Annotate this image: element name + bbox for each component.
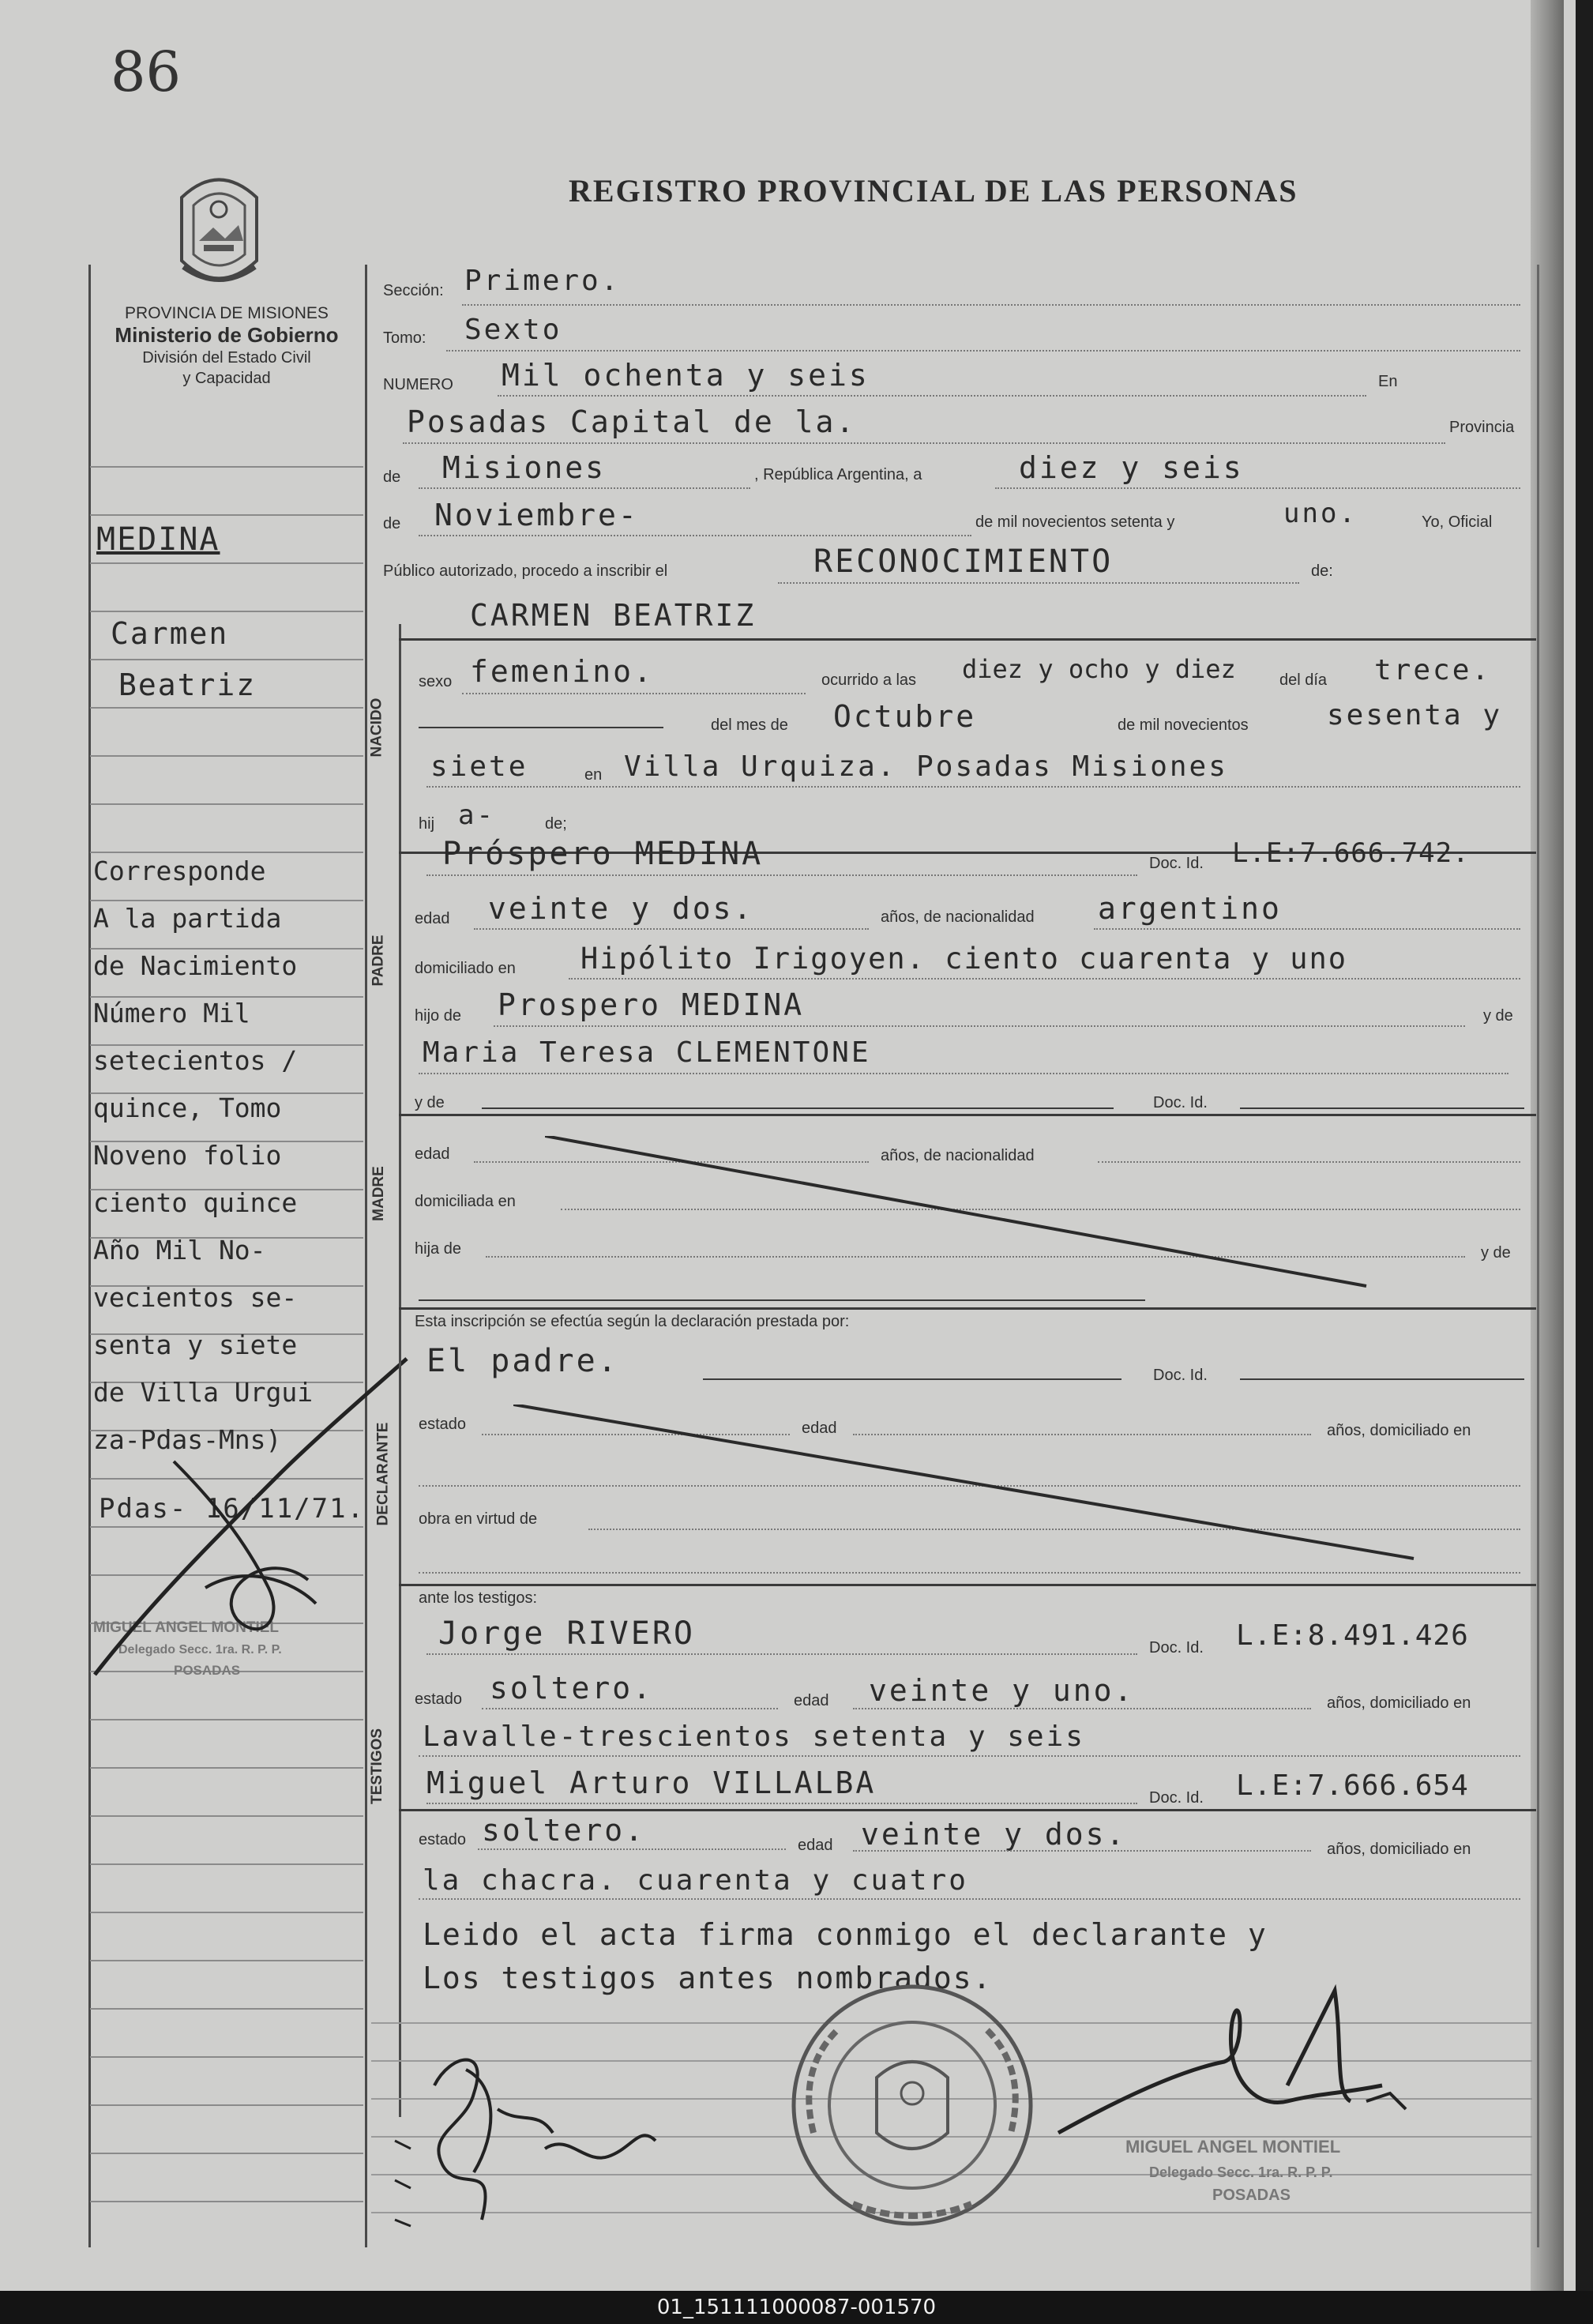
field-testigo2-edad: veinte y dos. [861, 1817, 1127, 1852]
section-divider-declarante [399, 1307, 1536, 1310]
label-testigo2-anos: años, domiciliado en [1327, 1841, 1471, 1858]
label-de-mil-nov: de mil novecientos [1118, 716, 1249, 734]
field-testigo2-doc: L.E:7.666.654 [1236, 1769, 1469, 1802]
label-madre-hija-de: hija de [415, 1240, 461, 1258]
label-testigo1-edad: edad [794, 1692, 829, 1709]
margin-rule-line [90, 611, 363, 612]
section-divider-end [399, 1809, 1536, 1811]
field-numero: Mil ochenta y seis [502, 358, 870, 393]
margin-rule-line [90, 1863, 363, 1865]
margin-note-line: setecientos / [93, 1045, 298, 1076]
section-label-testigos: TESTIGOS [369, 1728, 386, 1805]
line-madre-y-de [482, 1107, 1114, 1109]
declarante-strike-line [513, 1405, 1422, 1562]
margin-note-line: za-Pdas-Mns) [93, 1424, 282, 1455]
field-sexo: femenino. [470, 654, 654, 689]
label-padre-hijo-de: hijo de [415, 1007, 461, 1025]
field-tomo: Sexto [464, 314, 562, 346]
label-ocurrido: ocurrido a las [821, 671, 917, 689]
field-testigo2-dom: la chacra. cuarenta y cuatro [423, 1864, 968, 1897]
line-padre-padre [494, 1025, 1465, 1027]
line-lugar [403, 442, 1445, 444]
margin-note-line: de Nacimiento [93, 950, 298, 981]
field-testigo1-nombre: Jorge RIVERO [438, 1615, 695, 1652]
margin-signature [79, 1343, 411, 1690]
section-divider-madre [399, 1114, 1536, 1116]
line-madre-end [419, 1299, 1145, 1301]
label-ante: ante los testigos: [419, 1589, 538, 1607]
label-del-mes: del mes de [711, 716, 788, 734]
official-round-stamp [782, 1975, 1043, 2236]
line-acto [778, 582, 1299, 584]
label-testigo2-estado: estado [419, 1831, 467, 1848]
label-en-nac: en [584, 766, 603, 784]
margin-rule-line [90, 1815, 363, 1817]
section-divider-nacido [399, 638, 1536, 641]
field-padre-padre: Prospero MEDINA [498, 987, 805, 1022]
label-padre-nac: años, de nacionalidad [881, 908, 1035, 926]
field-testigo1-estado: soltero. [490, 1671, 654, 1705]
field-dia: diez y seis [1019, 450, 1244, 485]
section-column-border [399, 624, 401, 2117]
field-testigo2-estado: soltero. [482, 1813, 646, 1848]
margin-note-line: Noveno folio [93, 1140, 282, 1171]
label-republica: , República Argentina, a [754, 466, 922, 483]
label-de-mil: de mil novecientos setenta y [975, 513, 1175, 531]
margin-rule-line [90, 948, 363, 950]
margin-stamp-city: POSADAS [174, 1663, 241, 1678]
line-numero [498, 395, 1366, 397]
field-lugar: Posadas Capital de la. [407, 404, 857, 439]
label-de-acto: de: [1311, 562, 1333, 580]
label-del-dia: del día [1279, 671, 1328, 689]
madre-strike-line [545, 1136, 1374, 1294]
label-tomo: Tomo: [383, 329, 426, 347]
margin-stamp-title: Delegado Secc. 1ra. R. P. P. [118, 1643, 282, 1657]
label-publico: Público autorizado, procedo a inscribir el [383, 562, 668, 580]
label-seccion: Sección: [383, 282, 444, 299]
margin-name-2: Beatriz [118, 667, 257, 702]
margin-name-1: Carmen [111, 616, 229, 651]
line-lugar-nac [426, 786, 1520, 788]
field-anio: uno. [1283, 498, 1358, 529]
margin-rule-line [90, 707, 363, 709]
field-padre-nac: argentino [1098, 891, 1282, 926]
label-testigo2-edad: edad [798, 1837, 833, 1854]
margin-rule-line [90, 1960, 363, 1961]
line-testigo2-edad [853, 1850, 1311, 1852]
label-en: En [1378, 373, 1398, 390]
line-testigo2-nombre [426, 1803, 1137, 1804]
section-divider-testigos [399, 1584, 1536, 1586]
line-testigo1-dom [419, 1755, 1520, 1757]
margin-rule-line [90, 514, 363, 516]
margin-column-border [365, 265, 367, 2247]
line-dia [995, 487, 1520, 489]
field-testigo1-doc: L.E:8.491.426 [1236, 1619, 1469, 1652]
field-padre-nombre: Próspero MEDINA [442, 836, 764, 872]
margin-note-line: senta y siete [93, 1329, 298, 1360]
margin-rule-line [90, 803, 363, 805]
province-name: PROVINCIA DE MISIONES [125, 304, 329, 322]
line-mes [419, 535, 971, 536]
field-padre-madre: Maria Teresa CLEMENTONE [423, 1036, 871, 1069]
field-testigo1-edad: veinte y uno. [869, 1673, 1135, 1708]
margin-rule-line [90, 1719, 363, 1720]
provincial-seal-icon [166, 166, 272, 292]
margin-rule-line [90, 2008, 363, 2010]
margin-note-line: vecientos se- [93, 1282, 298, 1313]
bottom-stamp-city: POSADAS [1212, 2187, 1291, 2204]
section-label-madre: MADRE [370, 1166, 387, 1221]
label-de-hij: de; [545, 815, 567, 833]
line-declarante-doc [1240, 1378, 1524, 1380]
line-testigo1-nombre [426, 1653, 1137, 1655]
field-seccion: Primero. [464, 265, 621, 297]
line-padre-nombre [426, 874, 1137, 876]
margin-rule-line [90, 466, 363, 468]
field-declarante: El padre. [426, 1343, 619, 1379]
book-binding [1531, 0, 1564, 2291]
line-madre-doc [1240, 1107, 1524, 1109]
witness-signatures [379, 2038, 711, 2228]
field-testigo2-nombre: Miguel Arturo VILLALBA [426, 1766, 877, 1800]
line-padre-madre [419, 1073, 1508, 1074]
label-padre-y-de: y de [1483, 1007, 1513, 1025]
margin-rule-line [90, 659, 363, 660]
field-dia-nac: trece. [1374, 654, 1492, 686]
label-madre-dom: domiciliada en [415, 1193, 516, 1210]
label-declarante-estado: estado [419, 1416, 467, 1433]
label-padre-edad: edad [415, 910, 450, 927]
label-testigo1-estado: estado [415, 1690, 463, 1708]
label-testigo2-doc: Doc. Id. [1149, 1789, 1204, 1807]
field-hij-suffix: a- [458, 799, 495, 831]
label-padre-dom: domiciliado en [415, 960, 516, 977]
margin-rule-line [90, 755, 363, 757]
closing-line-2: Los testigos antes nombrados. [423, 1961, 993, 1995]
division-name: División del Estado Civil [142, 349, 311, 367]
margin-note-line: quince, Tomo [93, 1092, 282, 1123]
line-tomo [446, 350, 1520, 352]
margin-note-line: Año Mil No- [93, 1235, 266, 1265]
page-number: 86 [111, 39, 182, 104]
margin-rule-line [90, 1912, 363, 1913]
label-testigo1-anos: años, domiciliado en [1327, 1694, 1471, 1712]
margin-rule-line [90, 852, 363, 853]
field-anio-nac-2: siete [430, 750, 528, 783]
line-blank [419, 727, 663, 728]
label-obra: obra en virtud de [419, 1510, 538, 1528]
line-testigo2-dom [419, 1898, 1520, 1900]
line-obra-2 [419, 1572, 1520, 1574]
field-lugar-nac: Villa Urquiza. Posadas Misiones [624, 750, 1228, 783]
bottom-stamp-title: Delegado Secc. 1ra. R. P. P. [1149, 2164, 1333, 2180]
division-subname: y Capacidad [182, 370, 271, 387]
label-declarante-doc: Doc. Id. [1153, 1367, 1208, 1384]
section-label-declarante: DECLARANTE [374, 1422, 392, 1526]
right-border [1537, 265, 1539, 2247]
ministry-name: Ministerio de Gobierno [115, 323, 339, 347]
line-padre-nac [1094, 928, 1520, 930]
label-madre-y-de: y de [415, 1094, 445, 1111]
field-padre-edad: veinte y dos. [488, 891, 754, 926]
line-testigo1-estado [482, 1708, 778, 1709]
label-madre-nac: años, de nacionalidad [881, 1147, 1035, 1164]
field-mes: Noviembre- [434, 498, 639, 532]
margin-note-line: ciento quince [93, 1187, 298, 1218]
label-padre-doc: Doc. Id. [1149, 855, 1204, 872]
line-padre-edad [474, 928, 869, 930]
line-seccion [462, 304, 1520, 306]
field-padre-dom: Hipólito Irigoyen. ciento cuarenta y uno [580, 942, 1348, 976]
margin-rule-line [90, 2104, 363, 2106]
line-testigo1-edad [853, 1708, 1311, 1709]
field-hora: diez y ocho y diez [962, 654, 1236, 684]
line-sexo [462, 693, 806, 694]
line-padre-dom [569, 978, 1520, 980]
field-acto: RECONOCIMIENTO [813, 543, 1114, 580]
field-padre-doc: L.E:7.666.742. [1232, 837, 1470, 869]
margin-rule-line [90, 2056, 363, 2058]
margin-rule-line [90, 562, 363, 564]
line-testigo2-estado [478, 1848, 786, 1850]
margin-rule-line [90, 1767, 363, 1769]
document-title: REGISTRO PROVINCIAL DE LAS PERSONAS [569, 173, 1298, 209]
label-declarante-anos: años, domiciliado en [1327, 1422, 1471, 1439]
left-header [88, 304, 365, 389]
label-testigo1-doc: Doc. Id. [1149, 1639, 1204, 1657]
label-hij: hij [419, 815, 435, 833]
margin-rule-line [90, 2153, 363, 2154]
label-numero: NUMERO [383, 376, 453, 393]
image-id-footer: 01_151111000087-001570 [0, 2291, 1593, 2324]
field-mes-nac: Octubre [833, 699, 977, 734]
margin-note-line: de Villa Urgui [93, 1377, 314, 1408]
margin-note-line: Corresponde [93, 856, 266, 886]
label-yo-oficial: Yo, Oficial [1422, 513, 1493, 531]
section-label-padre: PADRE [370, 934, 387, 987]
label-declaracion: Esta inscripción se efectúa según la declaración prestada por: [415, 1313, 850, 1330]
margin-note-line: Número Mil [93, 998, 250, 1029]
label-madre-y-de-2: y de [1481, 1244, 1511, 1262]
label-declarante-edad: edad [802, 1420, 837, 1437]
field-provincia: Misiones [442, 450, 607, 485]
field-nombre: CARMEN BEATRIZ [470, 598, 757, 633]
line-declarante [703, 1378, 1121, 1380]
margin-rule-line [90, 2201, 363, 2202]
margin-surname: MEDINA [96, 521, 220, 558]
label-provincia: Provincia [1449, 419, 1515, 436]
label-madre-doc: Doc. Id. [1153, 1094, 1208, 1111]
closing-line-1: Leido el acta firma conmigo el declarante y [423, 1917, 1268, 1952]
label-de-1: de [383, 468, 401, 486]
label-de-2: de [383, 515, 401, 532]
line-provincia [419, 487, 750, 489]
margin-stamp-name: MIGUEL ANGEL MONTIEL [93, 1619, 280, 1636]
field-anio-nac: sesenta y [1327, 699, 1503, 731]
section-label-nacido: NACIDO [368, 698, 385, 758]
label-madre-edad: edad [415, 1145, 450, 1163]
margin-rule-line [90, 900, 363, 901]
field-testigo1-dom: Lavalle-trescientos setenta y seis [423, 1720, 1085, 1753]
label-sexo: sexo [419, 673, 453, 690]
margin-note-line: A la partida [93, 903, 282, 934]
margin-date: Pdas- 16/11/71. [99, 1493, 366, 1525]
bottom-stamp-name: MIGUEL ANGEL MONTIEL [1125, 2137, 1341, 2157]
